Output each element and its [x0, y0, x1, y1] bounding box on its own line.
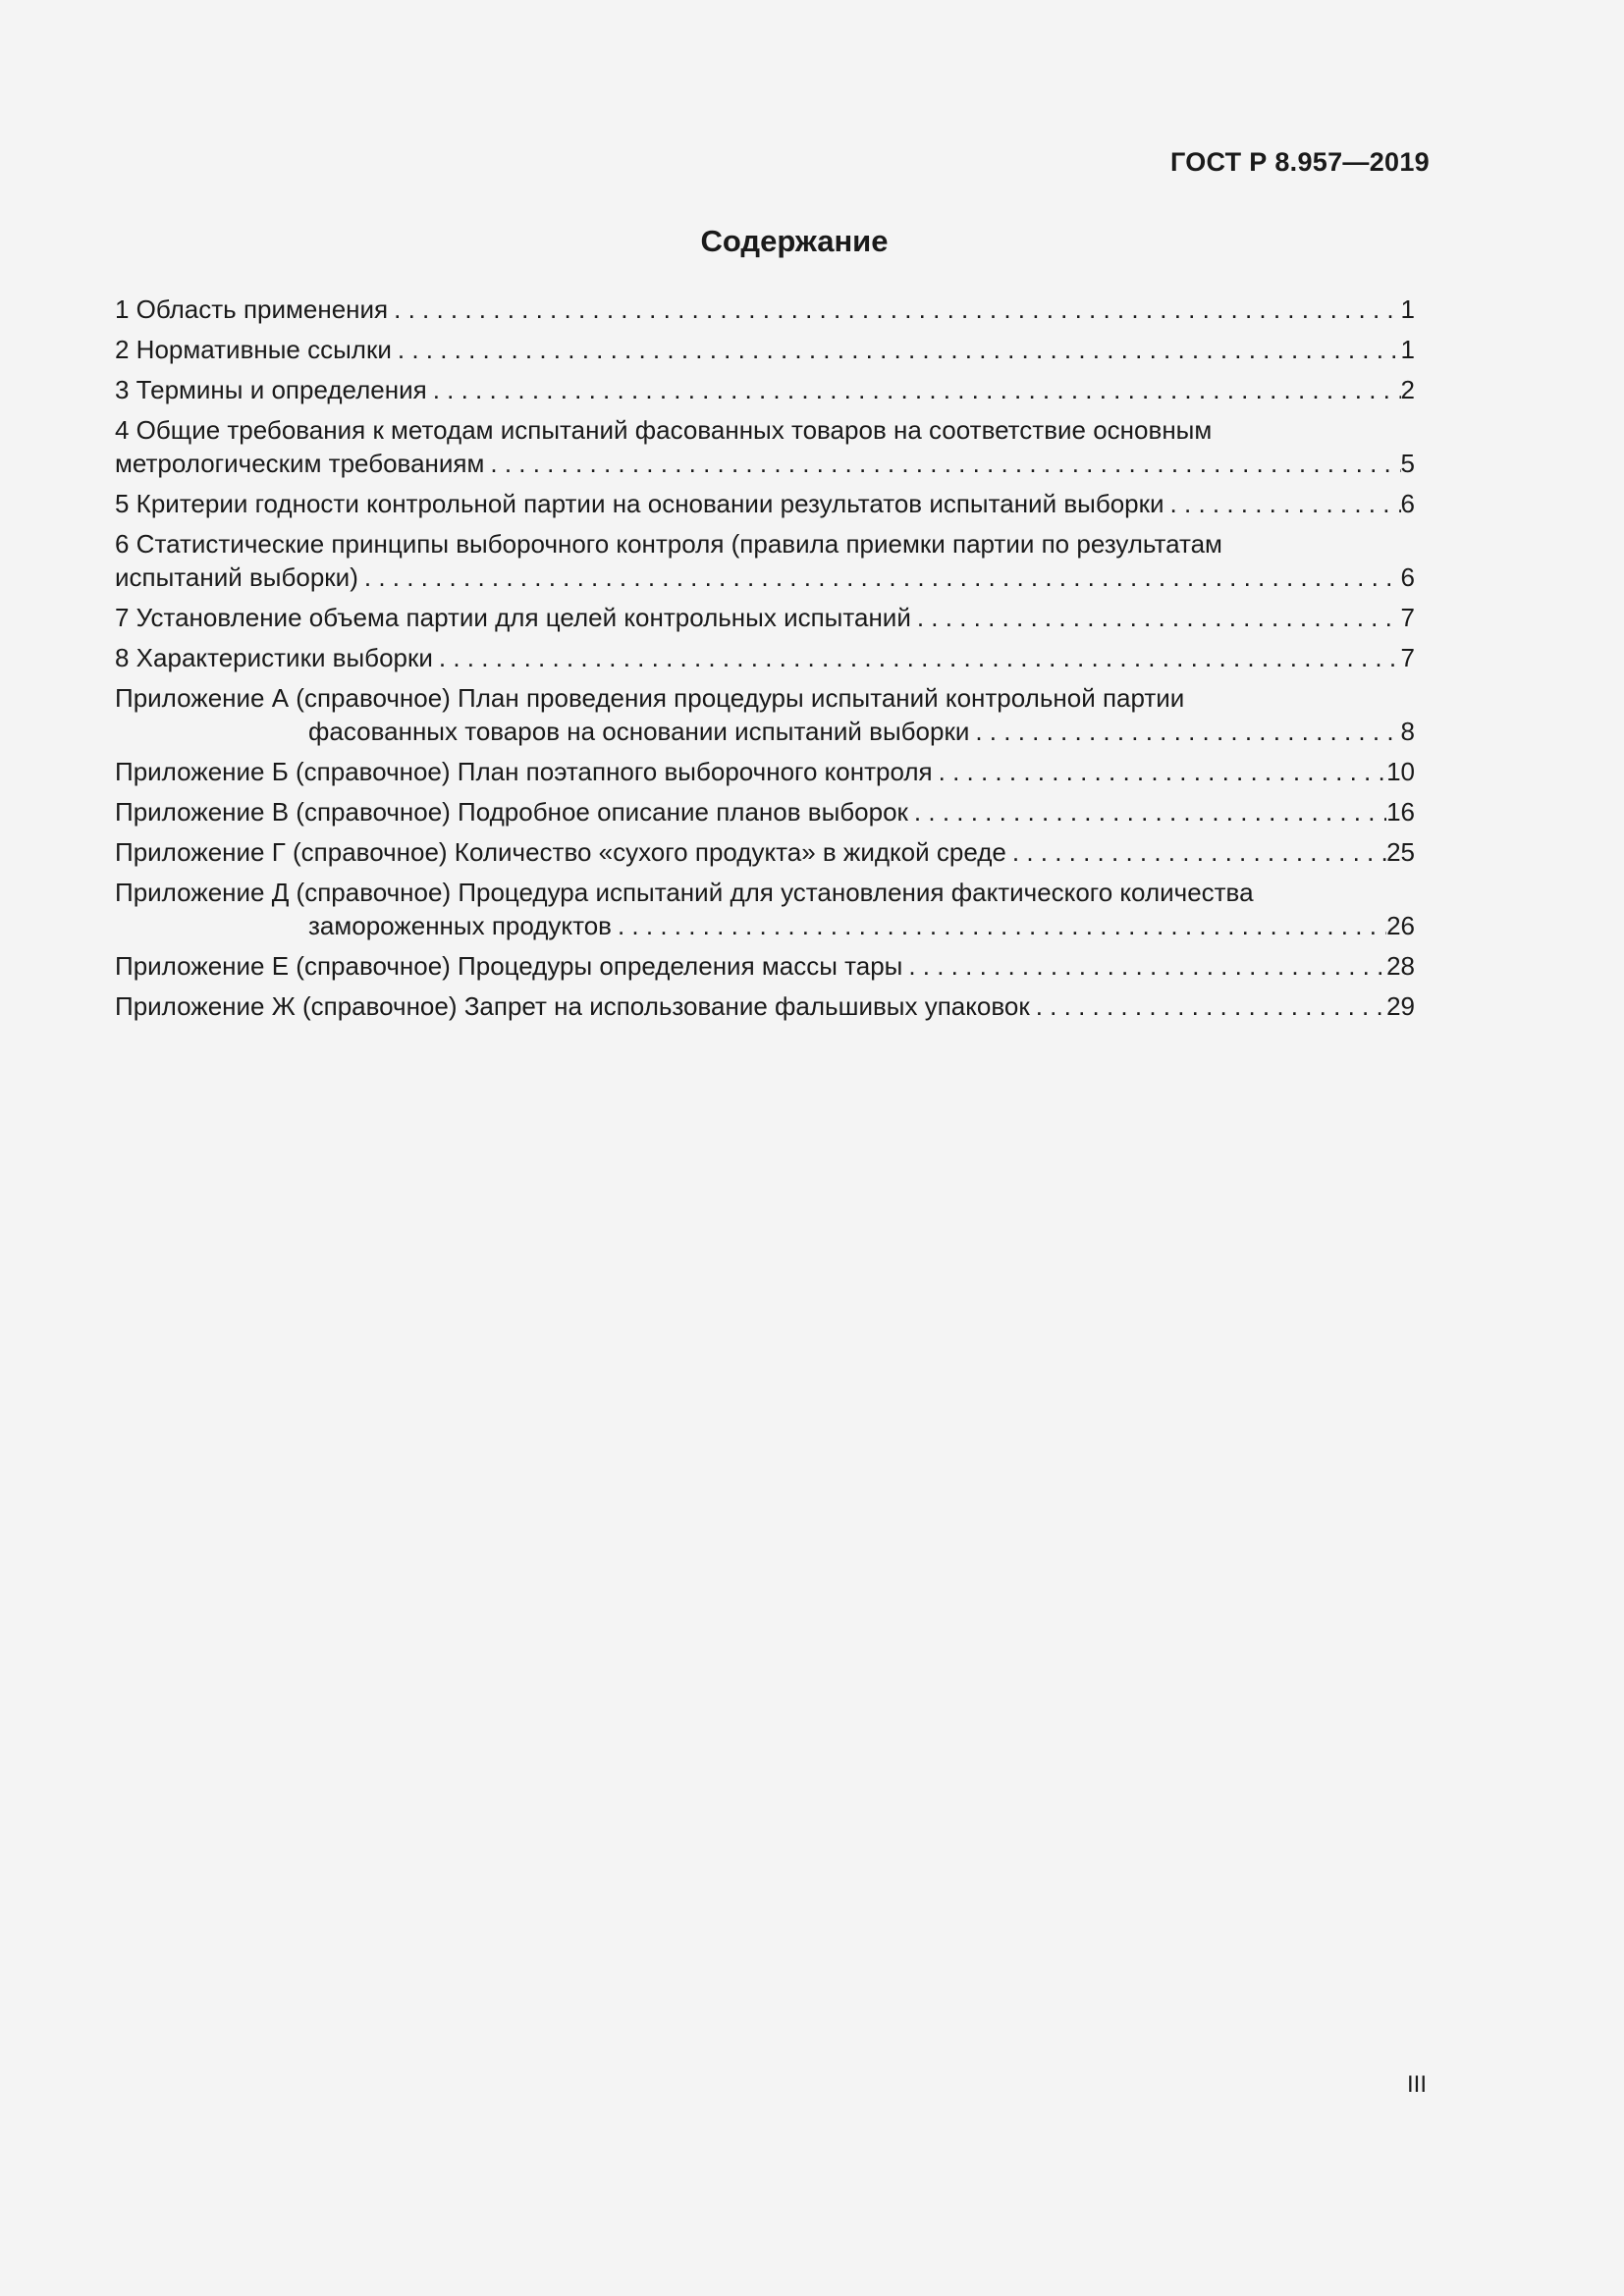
dot-leader [388, 293, 1400, 326]
toc-entry-title: фасованных товаров на основании испытаний выборки [308, 717, 970, 746]
toc-entry[interactable] [115, 835, 1415, 869]
toc-entry-page: 7 [1400, 643, 1415, 672]
toc-entry[interactable] [115, 333, 1415, 366]
toc-entry-first-line: 6 Статистические принципы выборочного контроля (правила приемки партии по результатам [115, 529, 1222, 559]
toc-entry-first-line: Приложение А (справочное) План проведения процедуры испытаний контрольной партии [115, 683, 1185, 713]
toc-entry-title: испытаний выборки) [115, 562, 358, 592]
table-of-contents [115, 293, 1415, 1030]
toc-entry-title: 7 Установление объема партии для целей контрольных испытаний [115, 603, 911, 632]
toc-entry-page: 26 [1386, 911, 1415, 940]
toc-entry[interactable] [115, 795, 1415, 828]
toc-entry-title: 2 Нормативные ссылки [115, 335, 392, 364]
toc-entry-page: 1 [1400, 335, 1415, 364]
toc-entry[interactable] [115, 601, 1415, 634]
toc-entry-title: 8 Характеристики выборки [115, 643, 433, 672]
toc-entry-title: метрологическим требованиям [115, 449, 485, 478]
toc-entry-page: 29 [1386, 991, 1415, 1021]
toc-entry-page: 2 [1400, 375, 1415, 404]
toc-entry[interactable] [115, 293, 1415, 326]
dot-leader [1164, 487, 1401, 520]
toc-entry-page: 1 [1400, 294, 1415, 324]
dot-leader [1006, 835, 1386, 869]
toc-entry-page: 25 [1386, 837, 1415, 867]
dot-leader [1030, 989, 1386, 1023]
dot-leader [427, 373, 1401, 406]
toc-entry-first-line: Приложение Д (справочное) Процедура испытаний для установления фактического количества [115, 878, 1254, 907]
toc-entry[interactable] [115, 413, 1415, 480]
page-title: Содержание [700, 224, 889, 258]
toc-entry-page: 10 [1386, 757, 1415, 786]
dot-leader [908, 795, 1386, 828]
dot-leader [969, 715, 1400, 748]
dot-leader [911, 601, 1401, 634]
toc-entry-first-line: 4 Общие требования к методам испытаний фасованных товаров на соответствие основным [115, 415, 1213, 445]
toc-entry[interactable] [115, 527, 1415, 594]
toc-entry-title: 1 Область применения [115, 294, 389, 324]
toc-entry-page: 6 [1400, 562, 1415, 592]
dot-leader [484, 447, 1400, 480]
toc-entry-title: 5 Критерии годности контрольной партии на основании результатов испытаний выборки [115, 489, 1164, 518]
toc-entry-page: 16 [1386, 797, 1415, 827]
toc-entry[interactable] [115, 949, 1415, 983]
toc-entry-title: замороженных продуктов [308, 911, 612, 940]
toc-entry-title: Приложение Ж (справочное) Запрет на использование фальшивых упаковок [115, 991, 1030, 1021]
dot-leader [358, 561, 1401, 594]
toc-entry[interactable] [115, 681, 1415, 748]
dot-leader [392, 333, 1401, 366]
dot-leader [933, 755, 1386, 788]
toc-entry[interactable] [115, 487, 1415, 520]
toc-entry-page: 5 [1400, 449, 1415, 478]
toc-entry[interactable] [115, 989, 1415, 1023]
dot-leader [612, 909, 1386, 942]
toc-entry-page: 7 [1400, 603, 1415, 632]
toc-entry-title: 3 Термины и определения [115, 375, 427, 404]
toc-entry-title: Приложение Е (справочное) Процедуры определения массы тары [115, 951, 903, 981]
document-id: ГОСТ Р 8.957—2019 [1169, 147, 1430, 177]
toc-entry-page: 8 [1400, 717, 1415, 746]
toc-entry[interactable] [115, 373, 1415, 406]
toc-entry-title: Приложение В (справочное) Подробное описание планов выборок [115, 797, 908, 827]
page-number: III [1406, 2071, 1427, 2098]
toc-entry[interactable] [115, 876, 1415, 942]
dot-leader [433, 641, 1401, 674]
toc-entry[interactable] [115, 641, 1415, 674]
toc-entry[interactable] [115, 755, 1415, 788]
toc-entry-title: Приложение Г (справочное) Количество «сухого продукта» в жидкой среде [115, 837, 1006, 867]
toc-entry-title: Приложение Б (справочное) План поэтапного выборочного контроля [115, 757, 933, 786]
dot-leader [902, 949, 1386, 983]
toc-entry-page: 6 [1400, 489, 1415, 518]
toc-entry-page: 28 [1386, 951, 1415, 981]
